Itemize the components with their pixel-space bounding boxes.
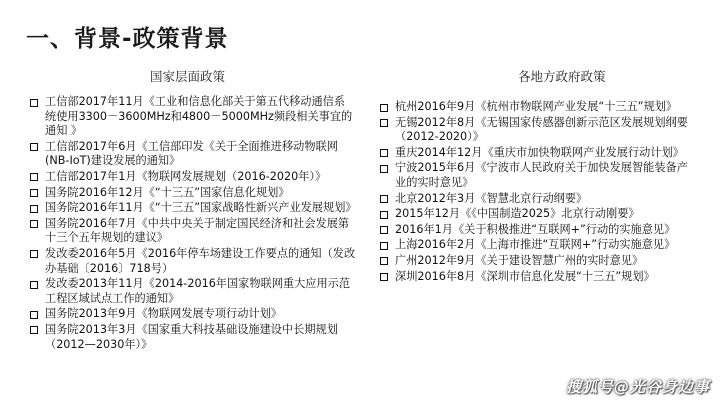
policy-text: 国务院2013年3月《国家重大科技基础设施建设中长期规划（2012—2030年）》 bbox=[45, 322, 338, 351]
square-bullet-icon bbox=[30, 99, 38, 107]
policy-list-item bbox=[380, 100, 698, 115]
square-bullet-icon bbox=[380, 165, 388, 173]
square-bullet-icon bbox=[30, 250, 38, 258]
policy-text: 国务院2016年7月《中共中央关于制定国民经济和社会发展第十三个五年规划的建议》 bbox=[45, 216, 350, 245]
policy-list-item bbox=[380, 270, 698, 285]
policy-list-item bbox=[30, 247, 356, 276]
policy-list-item bbox=[30, 186, 356, 201]
policy-text: 工信部2017年11月《工业和信息化部关于第五代移动通信系统使用3300－3600MHz和4800－5000MHz频段相关事宜的通知 》 bbox=[45, 95, 353, 138]
square-bullet-icon bbox=[380, 195, 388, 203]
policy-list-item bbox=[30, 95, 356, 139]
policy-list-item bbox=[380, 238, 698, 253]
policy-text: 深圳2016年8月《深圳市信息化发展“十三五”规划》 bbox=[395, 269, 655, 283]
policy-list-item bbox=[380, 207, 698, 222]
policy-list-item bbox=[30, 170, 356, 185]
policy-list-item bbox=[380, 161, 698, 190]
square-bullet-icon bbox=[380, 149, 388, 157]
policy-list-item bbox=[30, 323, 356, 352]
policy-text: 北京2012年3月《智慧北京行动纲要》 bbox=[395, 191, 588, 205]
policy-text: 国务院2013年9月《物联网发展专项行动计划》 bbox=[45, 307, 282, 321]
square-bullet-icon bbox=[30, 189, 38, 197]
square-bullet-icon bbox=[380, 211, 388, 219]
policy-text: 2016年1月《关于积极推进“互联网+”行动的实施意见》 bbox=[395, 222, 676, 236]
policy-list-item bbox=[380, 116, 698, 145]
slide-title: 一、背景-政策背景 bbox=[26, 26, 229, 52]
square-bullet-icon bbox=[30, 205, 38, 213]
square-bullet-icon bbox=[380, 119, 388, 127]
square-bullet-icon bbox=[30, 173, 38, 181]
national-policy-heading: 国家层面政策 bbox=[150, 69, 226, 84]
policy-text: 2015年12月《《中国制造2025》北京行动刚要》 bbox=[395, 207, 640, 221]
policy-text: 上海2016年2月《上海市推进“互联网+”行动实施意见》 bbox=[395, 238, 676, 252]
local-policy-heading: 各地方政府政策 bbox=[518, 69, 606, 84]
policy-list-item bbox=[30, 307, 356, 322]
policy-text: 工信部2017年1月《物联网发展规划（2016-2020年）》 bbox=[45, 169, 327, 183]
policy-text: 宁波2015年6月《宁波市人民政府关于加快发展智能装备产业的实时意见》 bbox=[395, 161, 688, 189]
square-bullet-icon bbox=[380, 242, 388, 250]
square-bullet-icon bbox=[30, 326, 38, 334]
square-bullet-icon bbox=[30, 311, 38, 319]
square-bullet-icon bbox=[30, 220, 38, 228]
square-bullet-icon bbox=[380, 104, 388, 112]
policy-text: 发改委2013年11月《2014-2016年国家物联网重大应用示范工程区域试点工作的通知》 bbox=[45, 277, 351, 305]
policy-list-item bbox=[30, 140, 356, 169]
square-bullet-icon bbox=[30, 281, 38, 289]
policy-list-item bbox=[380, 146, 698, 161]
square-bullet-icon bbox=[380, 257, 388, 265]
square-bullet-icon bbox=[380, 273, 388, 281]
policy-text: 国务院2016年11月《“十三五”国家战略性新兴产业发展规划》 bbox=[45, 201, 357, 215]
policy-text: 工信部2017年6月《工信部印发《关于全面推进移动物联网(NB-IoT)建设发展的通知》 bbox=[45, 139, 338, 168]
policy-list-item bbox=[380, 192, 698, 207]
policy-list-item bbox=[30, 277, 356, 306]
policy-text: 发改委2016年5月《2016年停车场建设工作要点的通知（发改办基础〔2016〕718号） bbox=[45, 246, 356, 275]
policy-list-item bbox=[30, 217, 356, 246]
policy-text: 无锡2012年8月《无锡国家传感器创新示范区发展规划纲要（2012-2020）》 bbox=[395, 115, 688, 144]
policy-text: 重庆2014年12月《重庆市加快物联网产业发展行动计划》 bbox=[395, 145, 684, 159]
policy-list-item bbox=[380, 254, 698, 269]
national-policy-list bbox=[30, 95, 356, 352]
policy-list-item bbox=[380, 223, 698, 238]
policy-list-item bbox=[30, 201, 356, 216]
policy-text: 国务院2016年12月《“十三五”国家信息化规划》 bbox=[45, 185, 290, 199]
square-bullet-icon bbox=[380, 226, 388, 234]
policy-text: 杭州2016年9月《杭州市物联网产业发展“十三五”规划》 bbox=[395, 100, 678, 113]
square-bullet-icon bbox=[30, 143, 38, 151]
watermark: 搜狐号@光谷身边事 bbox=[565, 378, 710, 396]
policy-text: 广州2012年9月《关于建设智慧广州的实时意见》 bbox=[395, 253, 644, 267]
local-policy-list bbox=[380, 100, 698, 284]
